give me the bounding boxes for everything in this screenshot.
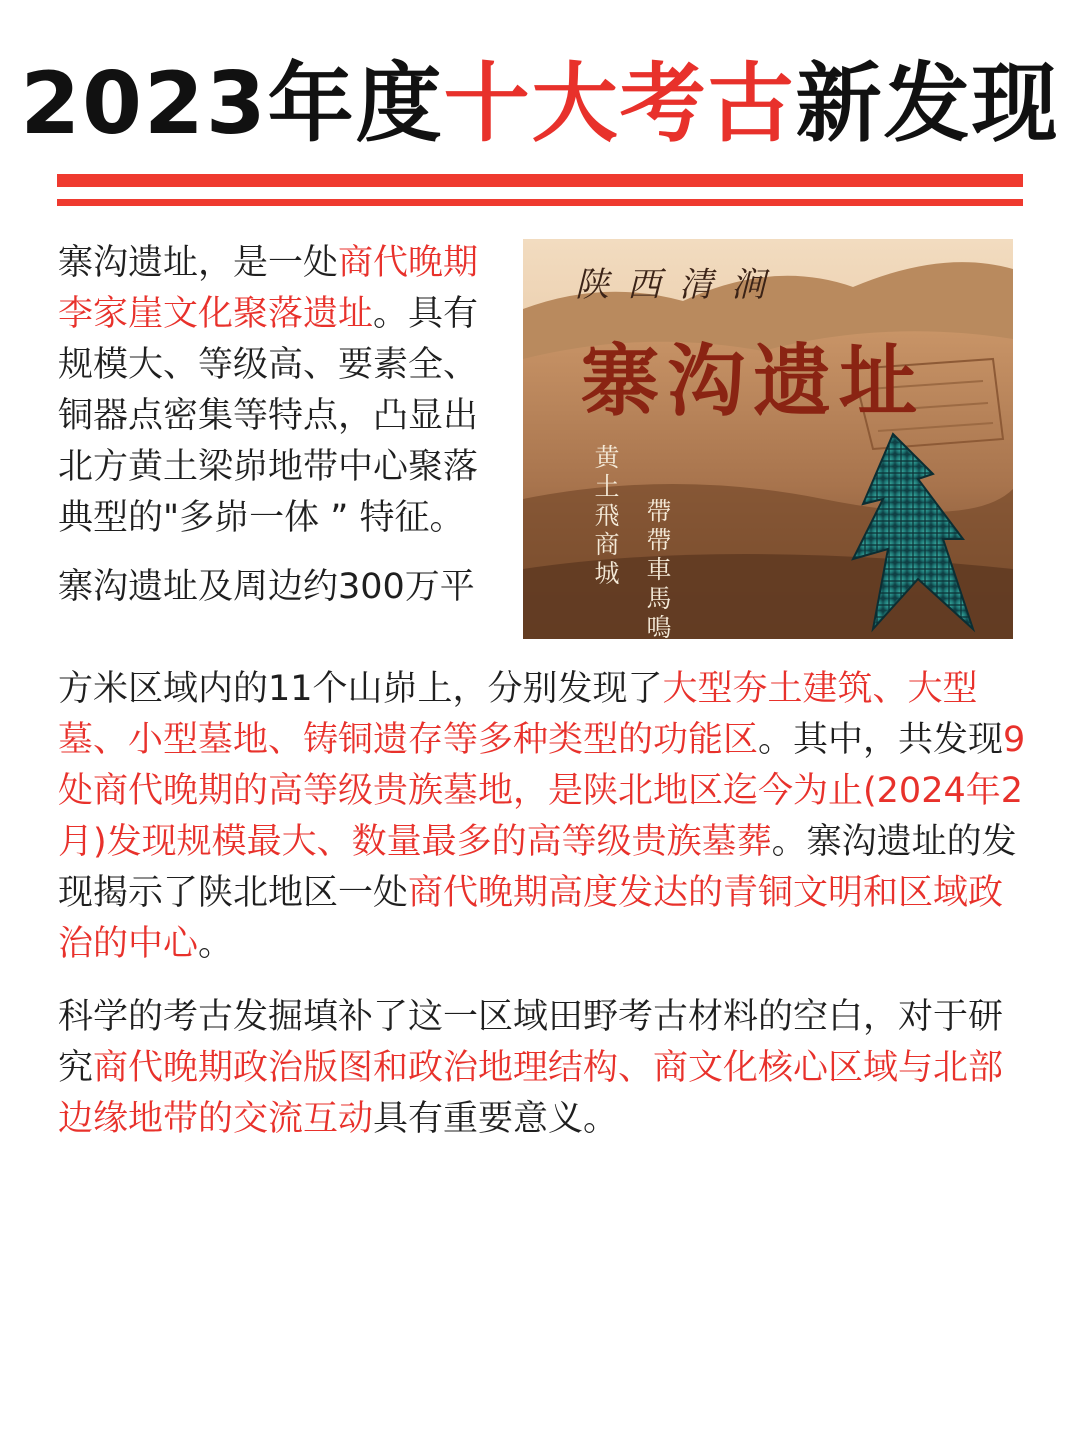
paragraph-findings-highlight: 大型夯土建筑、大型墓、小型墓地、铸铜遗存等多种类型的功能区 [58,669,978,760]
paragraph-intro [58,238,508,544]
paragraph-intro-highlight: 商代晚期李家崖文化聚落遗址 [58,243,479,334]
paragraph-significance-text: 科学的考古发掘填补了这一区域田野考古材料的空白，对于研究 [58,997,1004,1088]
paragraph-intro-text: 寨沟遗址，是一处 [58,243,339,283]
paragraph-findings-text: 方米区域内的11个山峁上，分别发现了 [58,669,663,709]
paragraph-intro-text-2: 。具有规模大、等级高、要素全、铜器点密集等特点，凸显出北方黄土梁峁地带中心聚落典型的"多峁一体 ” 特征。 [58,294,479,538]
paragraph-area-start-text: 寨沟遗址及周边约300万平 [58,567,475,607]
paragraph-area-start [58,562,518,613]
paragraph-findings-text-3: 。寨沟遗址的发现揭示了陕北地区一处 [58,822,1017,913]
paragraph-significance [58,992,1028,1145]
site-photo [523,239,1013,639]
paragraph-findings-highlight-3: 商代晚期高度发达的青铜文明和区域政治的中心 [58,873,1004,964]
photo-caption-main: 寨沟遗址 [581,336,926,427]
title-part-highlight: 十大考古 [443,54,796,154]
photo-caption-vertical-right: 帶帶車馬鳴 [646,497,672,639]
paragraph-significance-text-2: 具有重要意义。 [373,1099,619,1139]
photo-caption-vertical-left: 黄土飛商城 [594,443,620,588]
title-part-year: 2023年度 [20,54,444,154]
paragraph-findings [58,664,1028,970]
paragraph-significance-highlight: 商代晚期政治版图和政治地理结构、商文化核心区域与北部边缘地带的交流互动 [58,1048,1004,1139]
title-underline-thin [57,199,1023,206]
title-underline-thick [57,174,1023,187]
title-part-end: 新发现 [795,54,1060,154]
paragraph-findings-text-2: 。其中，共发现 [758,720,1004,760]
page-title [0,52,1080,156]
paragraph-findings-highlight-2: 9处商代晚期的高等级贵族墓地，是陕北地区迄今为止(2024年2月)发现规模最大、数量最多的高等级贵族墓葬 [58,720,1026,862]
photo-caption-top: 陕西清涧 [575,265,783,305]
paragraph-findings-text-4: 。 [198,924,234,964]
